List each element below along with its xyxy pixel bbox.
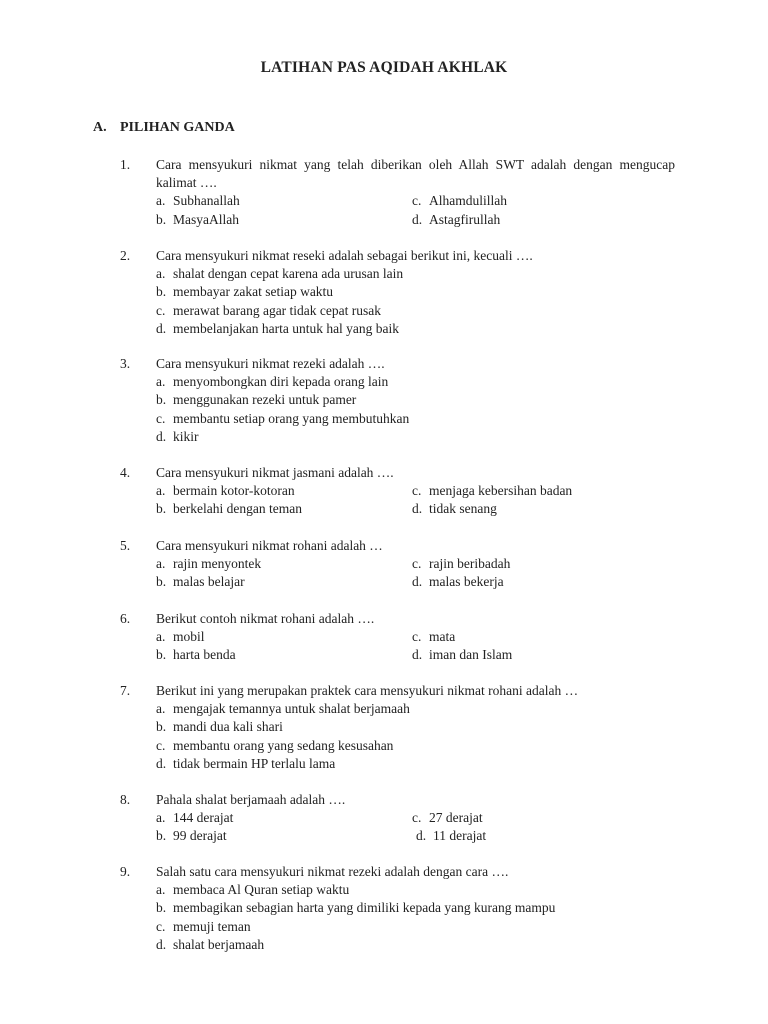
question-text: Cara mensyukuri nikmat rohani adalah …: [156, 538, 383, 553]
option-c: c. memuji teman: [156, 918, 251, 934]
options: [156, 482, 675, 518]
option-b: b. malas belajar: [156, 574, 245, 590]
question-6: [120, 610, 675, 665]
question-number: 3.: [120, 356, 131, 371]
options: [156, 881, 675, 954]
question-4: [120, 464, 675, 519]
question-number: 8.: [120, 792, 131, 807]
option-b: b. MasyaAllah: [156, 211, 239, 227]
option-a: a. Subhanallah: [156, 193, 240, 209]
options: [156, 809, 675, 845]
question-number: 7.: [120, 683, 131, 698]
options: [156, 555, 675, 591]
option-b: b. berkelahi dengan teman: [156, 501, 302, 517]
option-b: b. 99 derajat: [156, 828, 227, 844]
options: [156, 700, 675, 773]
question-number: 9.: [120, 864, 131, 879]
options: [156, 373, 675, 446]
option-a: a. mengajak temannya untuk shalat berjamaah: [156, 701, 410, 717]
option-b: b. mandi dua kali shari: [156, 719, 283, 735]
option-c: c. membantu setiap orang yang membutuhkan: [156, 410, 410, 426]
question-1: [120, 156, 675, 229]
question-number: 5.: [120, 538, 131, 553]
option-a: a. rajin menyontek: [156, 556, 262, 572]
option-a: a. bermain kotor-kotoran: [156, 483, 295, 499]
option-a: a. menyombongkan diri kepada orang lain: [156, 374, 389, 390]
options: [156, 628, 675, 664]
option-d: d. Astagfirullah: [412, 211, 501, 227]
question-number: 1.: [120, 157, 131, 172]
question-8: [120, 791, 675, 846]
question-text: Cara mensyukuri nikmat rezeki adalah ….: [156, 356, 385, 371]
section-name: PILIHAN GANDA: [120, 120, 235, 135]
question-text: Pahala shalat berjamaah adalah ….: [156, 792, 346, 807]
option-b: b. membayar zakat setiap waktu: [156, 284, 334, 300]
option-d: d. membelanjakan harta untuk hal yang baik: [156, 320, 400, 336]
question-number: 6.: [120, 611, 131, 626]
question-number: 4.: [120, 465, 131, 480]
question-text: Berikut contoh nikmat rohani adalah ….: [156, 611, 375, 626]
question-7: [120, 682, 675, 773]
question-number: 2.: [120, 248, 131, 263]
option-d: d. iman dan Islam: [412, 647, 513, 663]
option-a: a. shalat dengan cepat karena ada urusan lain: [156, 266, 404, 282]
option-a: a. mobil: [156, 629, 205, 645]
option-b: b. harta benda: [156, 647, 236, 663]
option-b: b. menggunakan rezeki untuk pamer: [156, 392, 357, 408]
question-5: [120, 537, 675, 592]
option-d: d. malas bekerja: [412, 574, 504, 590]
option-c: c. merawat barang agar tidak cepat rusak: [156, 302, 382, 318]
section-letter: A.: [93, 120, 107, 135]
option-c: c. 27 derajat: [412, 810, 483, 826]
option-c: c. rajin beribadah: [412, 556, 511, 572]
page-title: LATIHAN PAS AQIDAH AKHLAK: [260, 59, 508, 76]
option-b: b. membagikan sebagian harta yang dimiliki kepada yang kurang mampu: [156, 900, 556, 916]
option-c: c. Alhamdulillah: [412, 193, 507, 209]
option-d: d. shalat berjamaah: [156, 936, 265, 952]
question-text: Cara mensyukuri nikmat jasmani adalah ….: [156, 465, 394, 480]
question-text: Cara mensyukuri nikmat reseki adalah sebagai berikut ini, kecuali ….: [156, 248, 533, 263]
question-text: Berikut ini yang merupakan praktek cara mensyukuri nikmat rohani adalah …: [156, 683, 579, 698]
options: [156, 192, 675, 228]
section-heading: [93, 120, 235, 136]
option-a: a. 144 derajat: [156, 810, 234, 826]
option-d: d. kikir: [156, 428, 199, 444]
question-2: [120, 247, 675, 338]
question-9: [120, 863, 675, 954]
option-c: c. membantu orang yang sedang kesusahan: [156, 737, 394, 753]
option-c: c. menjaga kebersihan badan: [412, 483, 573, 499]
question-text: Salah satu cara mensyukuri nikmat rezeki adalah dengan cara ….: [156, 864, 509, 879]
options: [156, 265, 675, 338]
question-3: [120, 355, 675, 446]
option-a: a. membaca Al Quran setiap waktu: [156, 882, 350, 898]
option-d: d. 11 derajat: [416, 828, 487, 844]
option-d: d. tidak senang: [412, 501, 497, 517]
question-text: Cara mensyukuri nikmat yang telah diberikan oleh Allah SWT adalah dengan mengucap kalimat ….: [156, 157, 675, 191]
option-c: c. mata: [412, 629, 456, 645]
option-d: d. tidak bermain HP terlalu lama: [156, 755, 336, 771]
